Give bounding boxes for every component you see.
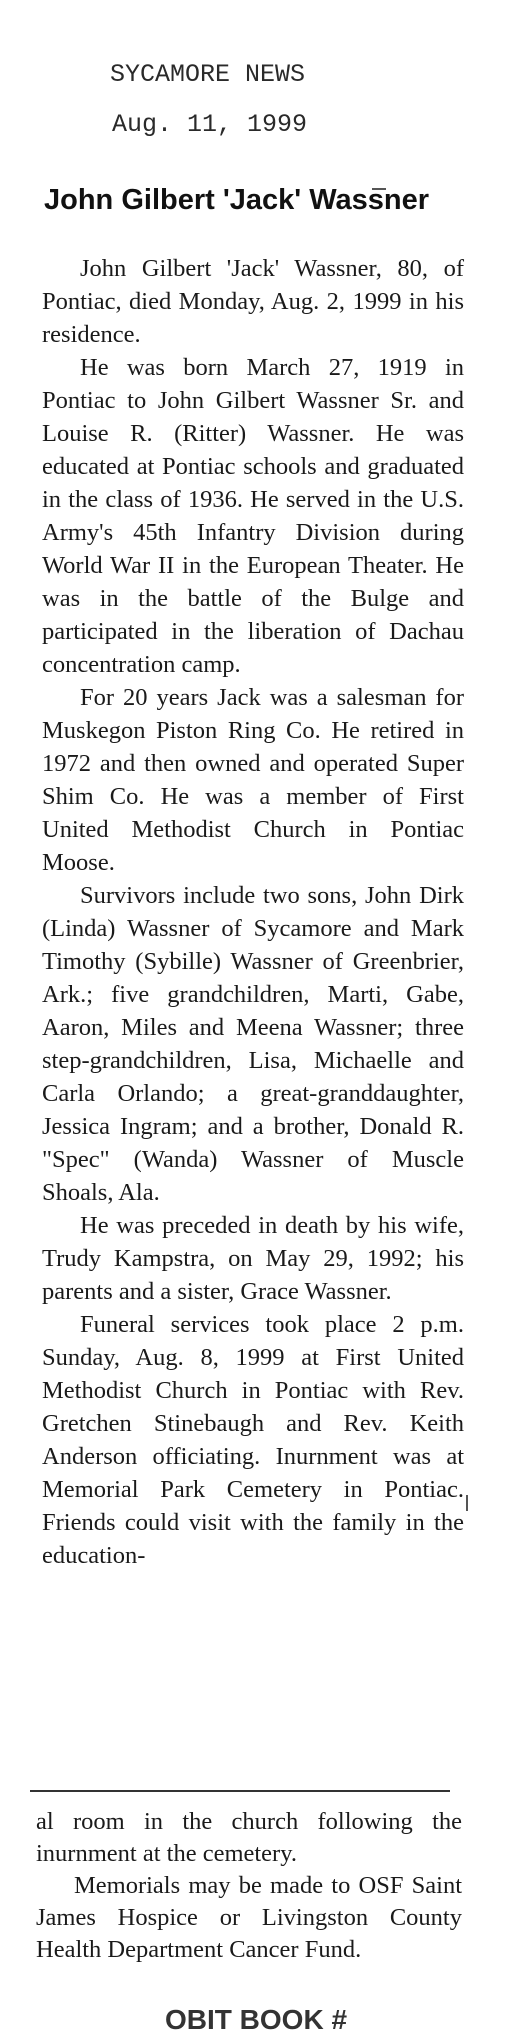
margin-mark [466,1495,468,1511]
paragraph-career: For 20 years Jack was a salesman for Muskegon Piston Ring Co. He retired in 1972 and then owned and operated Super Shim Co. He was a member of First United Methodist Church in Pontiac Moose. [42,684,464,876]
paragraph-services: Funeral services took place 2 p.m. Sunday, Aug. 8, 1999 at First United Methodist Church in Pontiac with Rev. Gretchen Stinebaugh and Rev. Keith Anderson officiating. Inurnment was at Memorial Park Cemetery in Pontiac. Friends could visit with the family in the education- [42,1311,464,1569]
clipping-header [110,50,307,150]
paragraph-continuation: al room in the church following the inurnment at the cemetery. [36,1808,462,1867]
paragraph-preceded: He was preceded in death by his wife, Trudy Kampstra, on May 29, 1992; his parents and a sister, Grace Wassner. [42,1212,464,1305]
obituary-body-continued [36,1806,462,1966]
clipping-cut-line [30,1790,450,1792]
paragraph-survivors: Survivors include two sons, John Dirk (Linda) Wassner of Sycamore and Mark Timothy (Sybille) Wassner of Greenbrier, Ark.; five grandchildren, Marti, Gabe, Aaron, Miles and Meena Wassner; three step-grandchildren, Lisa, Michaelle and Carla Orlando; a great-granddaughter, Jessica Ingram; and a brother, Donald R. "Spec" (Wanda) Wassner of Muscle Shoals, Ala. [42,882,464,1206]
handwritten-note: OBIT BOOK # [165,2004,348,2035]
obituary-body [42,252,464,1572]
publication-name: SYCAMORE NEWS [110,60,306,89]
paragraph-biography: He was born March 27, 1919 in Pontiac to John Gilbert Wassner Sr. and Louise R. (Ritter) Wassner. He was educated at Pontiac schools and graduated in the class of 1936. He served in the U.S. Army's 45th Infantry Division during World War II in the European Theater. He was in the battle of the Bulge and participated in the liberation of Dachau concentration camp. [42,354,464,678]
publication-date: Aug. 11, 1999 [112,110,308,139]
paragraph-memorials: Memorials may be made to OSF Saint James Hospice or Livingston County Health Department Cancer Fund. [36,1872,462,1963]
paragraph-intro: John Gilbert 'Jack' Wassner, 80, of Pontiac, died Monday, Aug. 2, 1999 in his residence. [42,255,464,348]
obituary-headline: John Gilbert 'Jack' Wassner [44,184,430,216]
